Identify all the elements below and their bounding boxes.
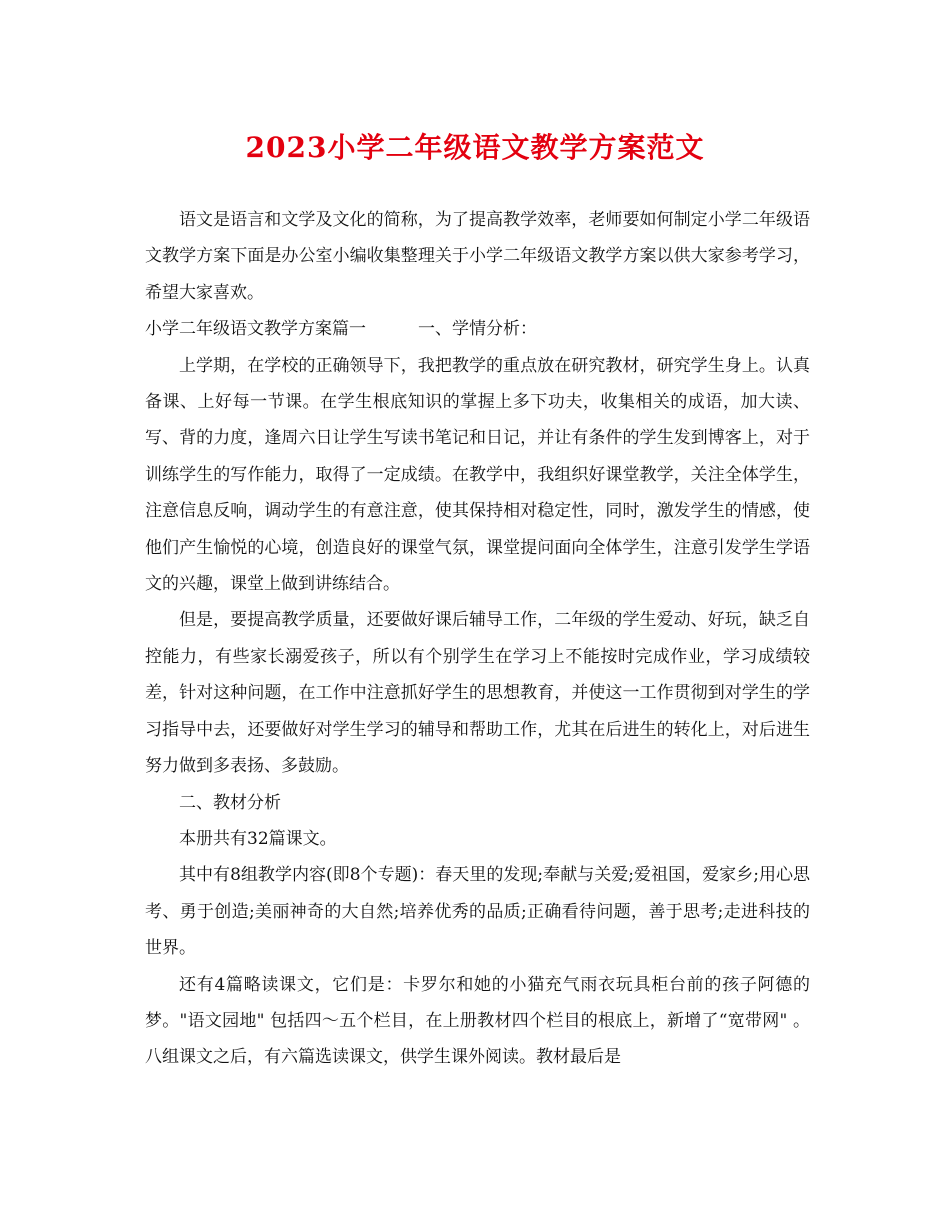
paragraph-3: 本册共有32篇课文。: [179, 828, 337, 849]
paragraph-2: 但是，要提高教学质量，还要做好课后辅导工作，二年级的学生爱动、好玩，缺乏自控能力，有些家长溺爱孩子，所以有个别学生在学习上不能按时完成作业，学习成绩较差，针对这种问题，在工作中注意抓好学生的思想教育，并使这一工作贯彻到对学生的学习指导中去，还要做好对学生学习的辅导和帮助工作，尤其在后进生的转化上，对后进生努力做到多表扬、多鼓励。: [145, 610, 810, 777]
document-title: 2023小学二年级语文教学方案范文: [245, 131, 705, 164]
section1-title: 一、学情分析：: [418, 319, 537, 340]
paragraph-5: 还有4篇略读课文，它们是：卡罗尔和她的小猫充气雨衣玩具柜台前的孩子阿德的梦。"语文园地" 包括四～五个栏目，在上册教材四个栏目的根底上，新增了“宽带网" 。八组课文之后，有六篇选读课文，供学生课外阅读。教材最后是: [145, 974, 810, 1068]
paragraph-1: 上学期，在学校的正确领导下，我把教学的重点放在研究教材，研究学生身上。认真备课、上好每一节课。在学生根底知识的掌握上多下功夫，收集相关的成语，加大读、写、背的力度，逢周六日让学生写读书笔记和日记，并让有条件的学生发到博客上，对于训练学生的写作能力，取得了一定成绩。在教学中，我组织好课堂教学，关注全体学生，注意信息反响，调动学生的有意注意，使其保持相对稳定性，同时，激发学生的情感，使他们产生愉悦的心境，创造良好的课堂气氛，课堂提问面向全体学生，注意引发学生学语文的兴趣，课堂上做到讲练结合。: [145, 355, 810, 595]
section-heading: 小学二年级语文教学方案篇一: [145, 319, 366, 340]
paragraph-4: 其中有8组教学内容(即8个专题)：春天里的发现;奉献与关爱;爱祖国，爱家乡;用心思考、勇于创造;美丽神奇的大自然;培养优秀的品质;正确看待问题，善于思考;走进科技的世界。: [145, 865, 810, 959]
section-heading-line: [145, 311, 810, 347]
document-body: [145, 202, 810, 1076]
section2-title: 二、教材分析: [179, 792, 281, 813]
intro-paragraph: 语文是语言和文学及文化的简称，为了提高教学效率，老师要如何制定小学二年级语文教学方案下面是办公室小编收集整理关于小学二年级语文教学方案以供大家参考学习，希望大家喜欢。: [145, 210, 810, 303]
